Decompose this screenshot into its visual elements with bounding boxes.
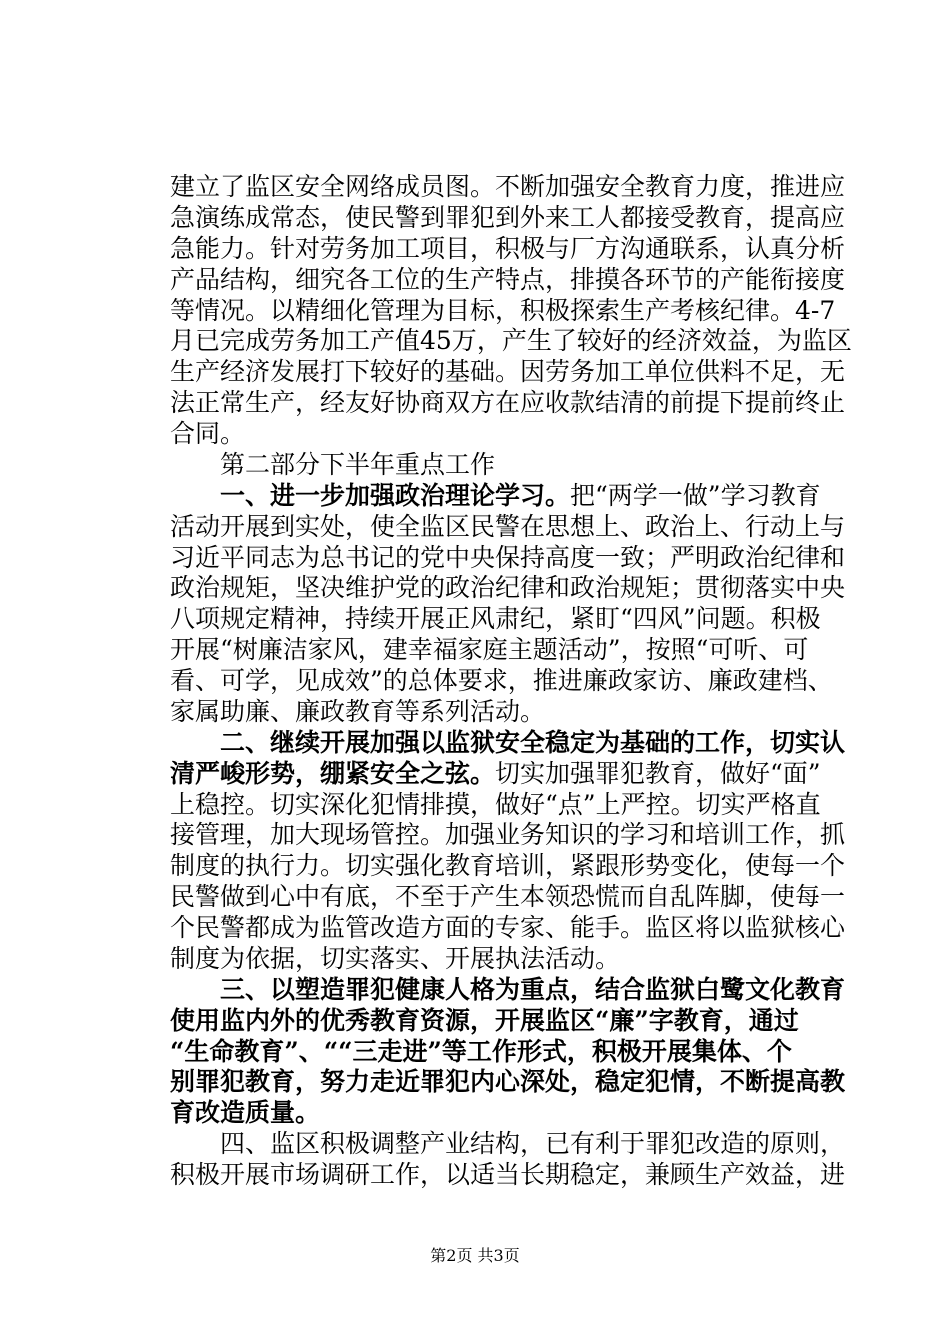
paragraph-1-heading: 一、进一步加强政治理论学习。	[220, 481, 571, 510]
paragraph-2-text: 切实加强罪犯教育，做好“面”	[495, 759, 821, 788]
body-line: 接管理，加大现场管控。加强业务知识的学习和培训工作，抓	[170, 820, 846, 849]
body-line: 生产经济发展打下较好的基础。因劳务加工单位供料不足，无	[170, 357, 846, 386]
paragraph-3-line: 别罪犯教育，努力走近罪犯内心深处，稳定犯情，不断提高教	[170, 1067, 846, 1096]
body-line: 上稳控。切实深化犯情排摸，做好“点”上严控。切实严格直	[170, 790, 821, 819]
body-line: 八项规定精神，持续开展正风肃纪，紧盯“四风”问题。积极	[170, 604, 821, 633]
body-line: 合同。	[170, 419, 246, 448]
body-line: 建立了监区安全网络成员图。不断加强安全教育力度，推进应	[170, 172, 846, 201]
paragraph-4-line: 四、监区积极调整产业结构，已有利于罪犯改造的原则，	[220, 1129, 846, 1158]
body-line: 看、可学，见成效”的总体要求，推进廉政家访、廉政建档、	[170, 666, 833, 695]
page-footer: 第2页 共3页	[430, 1246, 520, 1265]
body-line: 产品结构，细究各工位的生产特点，排摸各环节的产能衔接度	[170, 265, 846, 294]
paragraph-4-line: 积极开展市场调研工作，以适当长期稳定，兼顾生产效益，进	[170, 1160, 846, 1189]
body-line: 个民警都成为监管改造方面的专家、能手。监区将以监狱核心	[170, 913, 846, 942]
body-line: 民警做到心中有底，不至于产生本领恐慌而自乱阵脚，使每一	[170, 882, 846, 911]
body-line: 急演练成常态，使民警到罪犯到外来工人都接受教育，提高应	[170, 203, 846, 232]
body-line: 习近平同志为总书记的党中央保持高度一致；严明政治纪律和	[170, 543, 846, 572]
body-line: 月已完成劳务加工产值45万，产生了较好的经济效益，为监区	[170, 326, 852, 355]
body-line: 急能力。针对劳务加工项目，积极与厂方沟通联系，认真分析	[170, 234, 846, 263]
body-line: 制度为依据，切实落实、开展执法活动。	[170, 944, 621, 973]
paragraph-3-line: 三、以塑造罪犯健康人格为重点，结合监狱白鹭文化教育	[220, 975, 846, 1004]
paragraph-3-line: 使用监内外的优秀教育资源，开展监区“廉”字教育，通过	[170, 1006, 799, 1035]
body-line: 开展“树廉洁家风，建幸福家庭主题活动”，按照“可听、可	[170, 635, 809, 664]
paragraph-2-heading-end: 清严峻形势，绷紧安全之弦。	[170, 759, 496, 788]
body-line: 家属助廉、廉政教育等系列活动。	[170, 697, 546, 726]
paragraph-1-first-line	[220, 481, 821, 511]
section-heading: 第二部分下半年重点工作	[220, 450, 496, 479]
body-line: 活动开展到实处，使全监区民警在思想上、政治上、行动上与	[170, 512, 846, 541]
paragraph-2-heading: 二、继续开展加强以监狱安全稳定为基础的工作，切实认	[220, 728, 846, 757]
paragraph-1-text: 把“两学一做”学习教育	[570, 481, 821, 510]
body-line: 制度的执行力。切实强化教育培训，紧跟形势变化，使每一个	[170, 851, 846, 880]
body-line: 等情况。以精细化管理为目标，积极探索生产考核纪律。4-7	[170, 296, 836, 325]
paragraph-3-line: “生命教育”、““三走进”等工作形式，积极开展集体、个	[170, 1037, 792, 1066]
paragraph-3-line: 育改造质量。	[170, 1098, 321, 1127]
body-line: 政治规矩，坚决维护党的政治纪律和政治规矩；贯彻落实中央	[170, 573, 846, 602]
paragraph-2-second-line	[170, 759, 821, 789]
body-line: 法正常生产，经友好协商双方在应收款结清的前提下提前终止	[170, 388, 846, 417]
